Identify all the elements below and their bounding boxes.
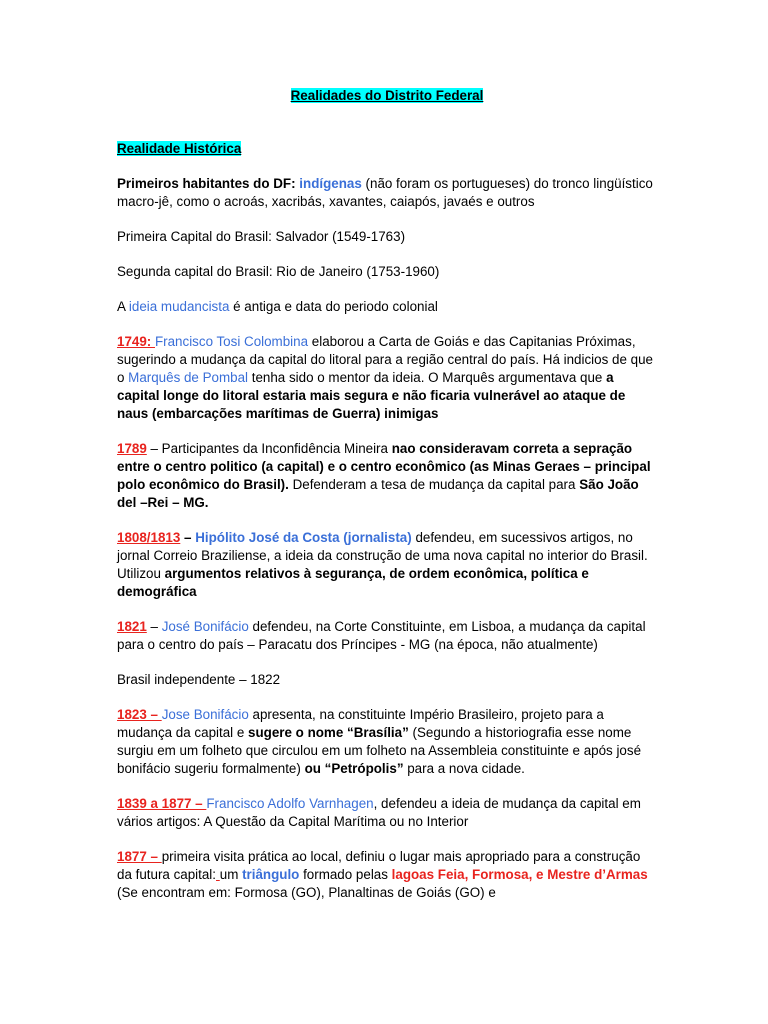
text: defendeu, na Corte Constituinte, em Lisboa, a mudança da capital para o centro do país – Paracatu dos Príncipes - MG (na época, não atualmente) [117,619,646,652]
paragraph-1839 [117,795,657,831]
paragraph-1789 [117,440,657,512]
text: formado pelas [299,867,392,882]
text: Primeiros habitantes do DF: [117,176,300,191]
paragraph-1808 [117,529,657,601]
text: para a nova cidade. [403,761,525,776]
person-name: Francisco Adolfo Varnhagen [206,796,374,811]
bold-text: argumentos relativos à segurança, de ordem econômica, política e demográfica [117,566,589,599]
text: Defenderam a tesa de mudança da capital para [288,477,580,492]
highlight-term: indígenas [299,176,362,191]
person-name: José Bonifácio [161,619,249,634]
text: defendeu, em sucessivos artigos, no jornal Correio Braziliense, a ideia da construção de uma nova capital no interior do Brasil. Utilizou [117,530,648,581]
paragraph-1823 [117,706,657,778]
person-name: Hipólito José da Costa (jornalista) [195,530,412,545]
dash: – [146,619,162,634]
year-label: 1749: [117,334,155,349]
text: apresenta, na constituinte Império Brasileiro, projeto para a mudança da capital e [117,707,604,740]
year-label: 1839 a 1877 – [117,796,207,811]
document-title: Realidades do Distrito Federal [290,88,484,103]
bold-text: nao consideravam correta a sepração entre o centro politico (a capital) e o centro econômico (as Minas Geraes – principal polo econômico do Brasil). [117,441,651,492]
year-label: 1877 – [117,849,162,864]
highlight-term: triângulo [242,867,300,882]
text: é antiga e data do periodo colonial [229,299,438,314]
section-heading-block [117,140,657,158]
text: A [117,299,129,314]
dash: – [180,530,196,545]
bold-text: São João del –Rei – MG. [117,477,639,510]
person-name: Francisco Tosi Colombina [154,334,309,349]
paragraph-independence: Brasil independente – 1822 [117,672,281,687]
text: – Participantes da Inconfidência Mineira [146,441,392,456]
paragraph-first-capital: Primeira Capital do Brasil: Salvador (1549-1763) [117,229,406,244]
year-label: 1789 [117,441,147,456]
bold-text: a capital longe do litoral estaria mais segura e não ficaria vulnerável ao ataque de naus (embarcações marítimas de Guerra) inimigas [117,370,626,421]
text: , defendeu a ideia de mudança da capital em vários artigos: A Questão da Capital Marítima ou no Interior [117,796,641,829]
text: um [219,867,243,882]
text: (não foram os portugueses) do tronco lingüístico macro-jê, como o acroás, xacribás, xavantes, caiapós, javaés e outros [117,176,653,209]
title-block [117,87,657,105]
bold-text: ou “Petrópolis” [304,761,404,776]
text: tenha sido o mentor da ideia. O Marquês argumentava que [248,370,607,385]
year-label: 1808/1813 [117,530,181,545]
paragraph-1877 [117,848,657,902]
paragraph-1749 [117,333,657,423]
section-heading: Realidade Histórica [117,141,242,156]
person-name: Marquês de Pombal [128,370,249,385]
paragraph-second-capital: Segunda capital do Brasil: Rio de Janeiro (1753-1960) [117,264,440,279]
text: elaborou a Carta de Goiás e das Capitanias Próximas, sugerindo a mudança da capital do litoral para a região central do país. Há indicios de que o [117,334,653,385]
text: primeira visita prática ao local, definiu o lugar mais apropriado para a construção da futura capital: [117,849,641,882]
bold-text: sugere o nome “Brasília” [248,725,409,740]
year-label: 1821 [117,619,147,634]
document-body [117,87,657,919]
lagoas-names: lagoas Feia, Formosa, e Mestre d’Armas [391,867,648,882]
text: (Segundo a historiografia esse nome surgiu em um folheto que circulou em um folheto na Assembleia constituinte e após josé bonifácio sugeriu formalmente) [117,725,642,776]
text: (Se encontram em: Formosa (GO), Planaltinas de Goiás (GO) e [117,885,496,900]
person-name: Jose Bonifácio [161,707,249,722]
paragraph-first-inhabitants [117,175,657,211]
highlight-term: ideia mudancista [128,299,230,314]
year-label: 1823 – [117,707,162,722]
paragraph-mudancista [117,298,657,316]
paragraph-1821 [117,618,657,654]
